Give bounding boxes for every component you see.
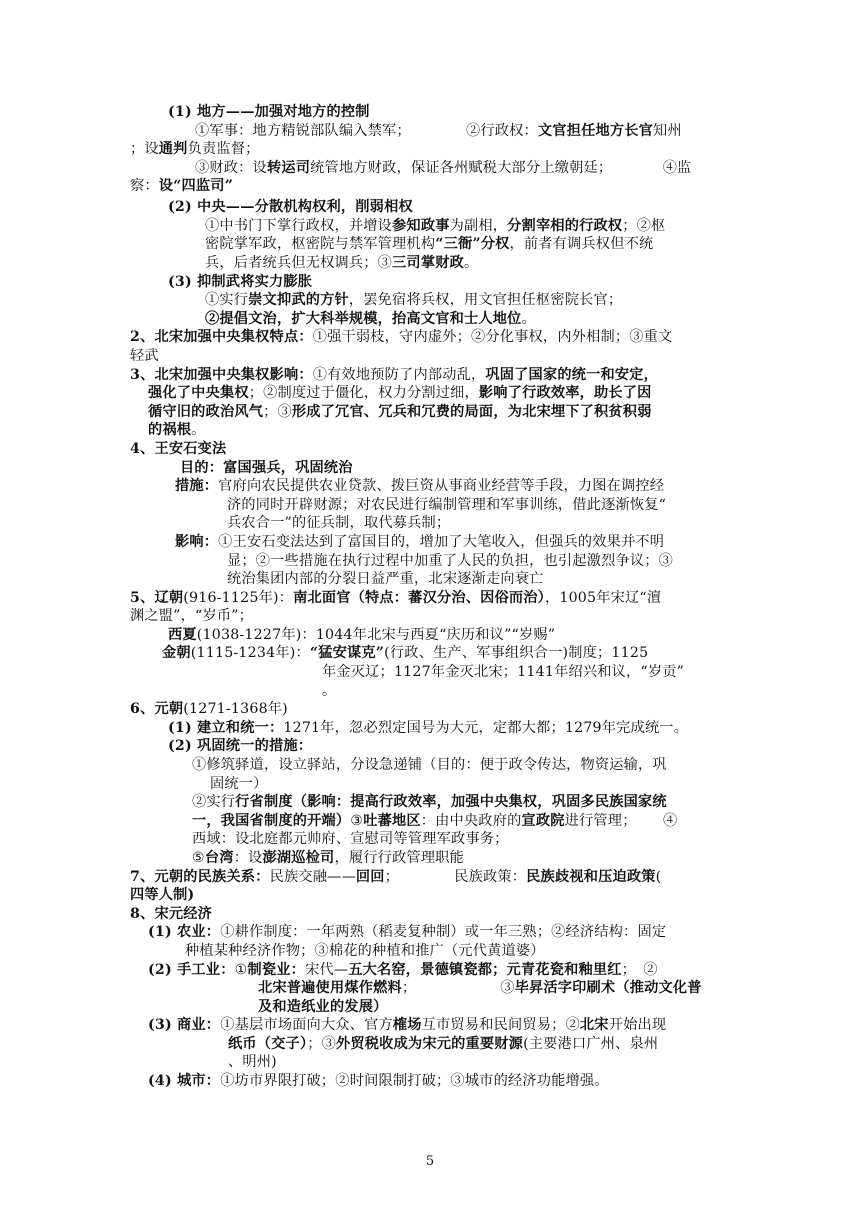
text-line — [195, 158, 692, 178]
bold-text: 的祸根 — [148, 422, 192, 438]
text-run: ； 民族政策： — [384, 869, 527, 885]
text-run: 民族交融—— — [269, 869, 356, 885]
text-run: ⑤ — [192, 850, 205, 866]
text-run: ；②制度过于僵化，权力分割过细， — [248, 385, 479, 401]
bold-text: 8、宋元经济 — [130, 906, 213, 922]
text-run: 种植某种经济作物；③棉花的种植和推广（元代黄道婆） — [185, 943, 545, 959]
bold-text: 4、王安石变法 — [130, 441, 227, 457]
bold-text: 转运司 — [266, 160, 311, 176]
text-run: ：设 — [233, 850, 263, 866]
bold-text: 3、北宋加强中央集权影响： — [130, 367, 313, 383]
text-run: 负责监督； — [187, 141, 260, 157]
bold-text: 回回 — [355, 869, 385, 885]
bold-text: (4) 城市： — [148, 1073, 221, 1089]
text-line — [168, 625, 555, 645]
bold-text: (1) 建立和统一： — [168, 720, 284, 736]
text-run: (1038-1227年)：1044年北宋与西夏“庆历和议”“岁赐” — [196, 627, 556, 643]
text-run: 、明州) — [228, 1054, 277, 1070]
bold-text: (1) 地方——加强对地方的控制 — [168, 104, 370, 120]
bold-text: 设“四监司” — [158, 178, 234, 194]
bold-text: ②提倡文治，扩大科举规模，抬高文官和士人地位 — [205, 311, 522, 327]
bold-text: 5、辽朝 — [130, 590, 184, 606]
text-line — [162, 643, 648, 663]
page-number: 5 — [425, 1154, 435, 1169]
text-line — [168, 272, 312, 292]
text-run: 1271年，忽必烈定国号为大元，定都大都；1279年完成统一。 — [283, 720, 689, 736]
text-line — [192, 755, 667, 775]
text-line — [227, 495, 666, 515]
text-run: 固统一） — [210, 776, 268, 792]
text-run: 。 — [322, 683, 337, 699]
text-run: ①基层市场面向大众、官方 — [220, 1017, 393, 1033]
text-line — [322, 662, 684, 682]
bold-text: 文官担任地方长官 — [537, 123, 654, 139]
text-line — [228, 1034, 658, 1054]
text-line — [195, 121, 682, 141]
bold-text: 北宋 — [579, 1017, 609, 1033]
text-run: ；③ — [307, 1036, 337, 1052]
bold-text: 五大名窑，景德镇瓷都；元青花瓷和釉里红 — [348, 962, 622, 978]
text-line — [192, 792, 667, 812]
bold-text: 制瓷业： — [247, 962, 306, 978]
text-line — [175, 532, 664, 552]
text-run: ( — [655, 869, 662, 885]
text-run: ③ — [350, 813, 364, 829]
text-run: 为副相， — [449, 218, 508, 234]
bold-text: 外贸税收成为宋元的重要财源 — [336, 1036, 524, 1052]
text-run: 统治集团内部的分裂日益严重，北宋逐渐走向衰亡 — [227, 571, 544, 587]
bold-text: (2) 手工业： — [148, 962, 235, 978]
bold-text: 纸币（交子） — [228, 1036, 308, 1052]
bold-text: 金朝 — [162, 645, 191, 661]
text-run: ①中书门下掌行政权，并增设 — [205, 218, 393, 234]
text-line — [205, 290, 622, 310]
bold-text: (3) 抑制武将实力膨胀 — [168, 274, 313, 290]
text-run: ①实行 — [205, 292, 249, 308]
text-run: 。 — [464, 255, 479, 271]
bold-text: 2、北宋加强中央集权特点： — [130, 329, 313, 345]
text-line — [168, 736, 312, 756]
bold-text: “三衙”分权 — [435, 236, 510, 252]
text-run: 统管地方财政，保证各州赋税大部分上缴朝廷； ④监 — [310, 160, 692, 176]
bold-text: 分割宰相的行政权 — [507, 218, 623, 234]
text-line — [130, 904, 212, 924]
text-line — [258, 997, 388, 1017]
bold-text: 循守旧的政治风气 — [148, 404, 264, 420]
text-run: 进行管理； ④ — [564, 813, 678, 829]
bold-text: 目的：富国强兵，巩固统治 — [180, 460, 353, 476]
text-line — [130, 176, 233, 196]
text-line — [148, 402, 652, 422]
text-run: 显；②一些措施在执行过程中加重了人民的负担，也引起激烈争议；③ — [227, 553, 674, 569]
bold-text: 民族歧视和压迫政策 — [526, 869, 656, 885]
text-run: ①修筑驿道，设立驿站，分设急递铺（目的：便于政令传达，物资运输，巩 — [192, 757, 667, 773]
text-run: ① — [234, 962, 248, 978]
text-run: (916-1125年)： — [183, 590, 294, 606]
text-run: 轻武 — [130, 348, 159, 364]
text-line — [192, 829, 509, 849]
text-run: ； ② — [621, 962, 658, 978]
text-run: 互市贸易和民间贸易；② — [421, 1017, 580, 1033]
bold-text: 形成了冗官、冗兵和冗费的局面，为北宋埋下了积贫积弱 — [291, 404, 652, 420]
bold-text: 宣政院 — [521, 813, 565, 829]
text-run: ；③ — [263, 404, 292, 420]
text-line — [227, 513, 450, 533]
bold-text: 北宋普遍使用煤作燃料 — [258, 980, 402, 996]
bold-text: 7、元朝的民族关系： — [130, 869, 270, 885]
text-run: 渊之盟”，“岁币”； — [130, 608, 254, 624]
text-line — [130, 439, 226, 459]
bold-text: 措施： — [175, 478, 219, 494]
text-line — [148, 383, 652, 403]
text-line — [228, 1052, 277, 1072]
text-line — [130, 346, 159, 366]
bold-text: 影响了行政效率，助长了因 — [478, 385, 652, 401]
text-run: ①王安石变法达到了富国目的，增加了大笔收入，但强兵的效果并不明 — [218, 534, 665, 550]
text-run: ①强干弱枝，守内虚外；②分化事权，内外相制；③重文 — [312, 329, 673, 345]
bold-text: 6、元朝 — [130, 701, 184, 717]
text-run: 开始出现 — [608, 1017, 667, 1033]
bold-text: 及和造纸业的发展） — [258, 999, 388, 1015]
text-run: 。 — [191, 422, 206, 438]
text-line — [168, 102, 370, 122]
text-line — [205, 216, 665, 236]
text-line — [130, 327, 672, 347]
text-line — [130, 699, 288, 719]
text-run: ①耕作制度：一年两熟（稻麦复种制）或一年三熟；②经济结构：固定 — [220, 924, 667, 940]
text-line — [130, 139, 260, 159]
bold-text: (1) 农业： — [148, 924, 221, 940]
text-line — [148, 1015, 666, 1035]
text-run: (1271-1368年) — [183, 701, 288, 717]
bold-text: 崇文抑武的方针 — [248, 292, 349, 308]
text-run: ③财政：设 — [195, 160, 267, 176]
text-run: 西域：设北庭都元帅府、宣慰司等管理军政事务； — [192, 831, 509, 847]
text-line — [130, 365, 658, 385]
bold-text: (2) 巩固统一的措施： — [168, 738, 313, 754]
text-run: ，前者有调兵权但不统 — [509, 236, 654, 252]
text-line — [258, 978, 702, 998]
bold-text: 西夏 — [168, 627, 197, 643]
text-line — [148, 420, 206, 440]
text-run: ； ③ — [401, 980, 515, 996]
text-run: 宋代— — [305, 962, 349, 978]
text-line — [148, 1071, 609, 1091]
text-run: (主要港口广州、泉州 — [523, 1036, 659, 1052]
bold-text: (2) 中央——分散机构权利，削弱相权 — [168, 199, 413, 215]
text-run: 兵农合一”的征兵制，取代募兵制； — [227, 515, 451, 531]
text-line — [205, 234, 653, 254]
text-run: ，1005年宋辽“澶 — [544, 590, 662, 606]
text-run: ，罢免宿将兵权，用文官担任枢密院长官； — [348, 292, 623, 308]
bold-text: 巩固了国家的统一和安定， — [485, 367, 659, 383]
text-line — [185, 941, 545, 961]
text-run: 。 — [521, 311, 536, 327]
text-run: 兵，后者统兵但无权调兵；③ — [205, 255, 393, 271]
bold-text: 三司掌财政 — [392, 255, 464, 271]
text-line — [168, 197, 413, 217]
text-line — [168, 718, 688, 738]
bold-text: 吐蕃地区 — [363, 813, 421, 829]
text-run: 知州 — [653, 123, 682, 139]
text-run: ②行政权： — [403, 123, 538, 139]
text-run: 济的同时开辟财源；对农民进行编制管理和军事训练，借此逐渐恢复“ — [227, 497, 667, 513]
text-run: ②实行 — [192, 794, 236, 810]
text-line — [205, 309, 536, 329]
text-line — [322, 681, 336, 701]
text-run: ：由中央政府的 — [420, 813, 522, 829]
bold-text: 四等人制) — [130, 887, 195, 903]
bold-text: 澎湖巡检司 — [262, 850, 335, 866]
text-line — [210, 774, 268, 794]
text-line — [205, 253, 478, 273]
text-line — [227, 551, 673, 571]
text-line — [175, 476, 664, 496]
bold-text: 一，我国省制度的开端） — [192, 813, 351, 829]
text-run: ①军事：地方精锐部队编入禁军； — [195, 123, 404, 139]
text-run: ①坊市界限打破；②时间限制打破；③城市的经济功能增强。 — [220, 1073, 609, 1089]
bold-text: 毕昇活字印刷术（推动文化普 — [514, 980, 702, 996]
bold-text: 台湾 — [204, 850, 234, 866]
text-line — [130, 588, 661, 608]
bold-text: (3) 商业： — [148, 1017, 221, 1033]
bold-text: 影响： — [175, 534, 219, 550]
text-line — [148, 922, 666, 942]
text-line — [180, 458, 353, 478]
bold-text: 榷场 — [392, 1017, 422, 1033]
text-run: (行政、生产、军事组织合一)制度；1125 — [384, 645, 649, 661]
bold-text: 参知政事 — [392, 218, 450, 234]
text-line — [130, 867, 661, 887]
text-run: 密院掌军政，枢密院与禁军管理机构 — [205, 236, 436, 252]
text-run: 察： — [130, 178, 159, 194]
text-run: ；②枢 — [622, 218, 666, 234]
bold-text: “猛安谋克” — [309, 645, 385, 661]
text-line — [130, 885, 194, 905]
text-line — [192, 848, 464, 868]
text-run: 年金灭辽；1127年金灭北宋；1141年绍兴和议，“岁贡” — [322, 664, 685, 680]
bold-text: 强化了中央集权 — [148, 385, 249, 401]
bold-text: 南北面官（特点：蕃汉分治、因俗而治） — [293, 590, 545, 606]
text-run: ，履行行政管理职能 — [334, 850, 464, 866]
text-run: (1115-1234年)： — [190, 645, 310, 661]
text-line — [148, 960, 658, 980]
text-run: 官府向农民提供农业贷款、拨巨资从事商业经营等手段，力图在调控经 — [218, 478, 665, 494]
bold-text: 行省制度（影响：提高行政效率，加强中央集权，巩固多民族国家统 — [235, 794, 667, 810]
text-line — [192, 811, 677, 831]
text-run: ；设 — [130, 141, 159, 157]
bold-text: 通判 — [158, 141, 188, 157]
text-line — [227, 569, 544, 589]
text-run: ①有效地预防了内部动乱， — [312, 367, 486, 383]
text-line — [130, 606, 253, 626]
